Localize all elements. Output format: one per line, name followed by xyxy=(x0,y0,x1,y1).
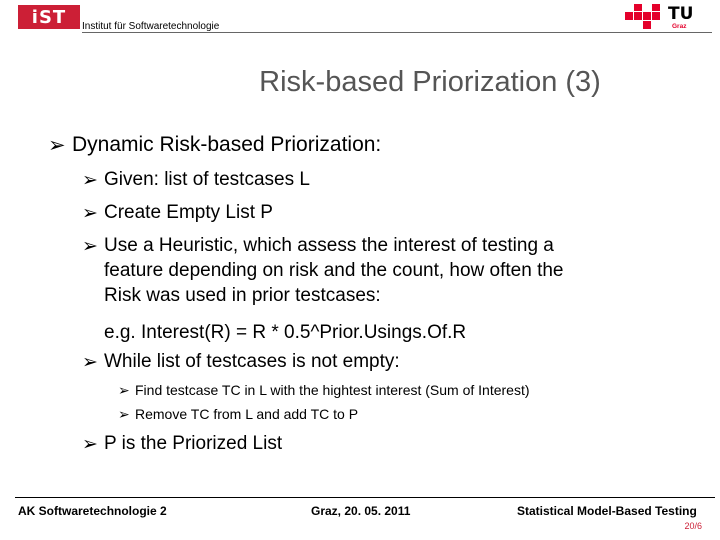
footer-talk-title: Statistical Model-Based Testing xyxy=(517,504,697,518)
tu-logo-text: TU xyxy=(668,4,694,24)
bullet-level2 xyxy=(82,433,282,456)
bullet-text: Create Empty List P xyxy=(104,202,273,223)
bullet-text: P is the Priorized List xyxy=(104,433,283,454)
arrow-bullet-icon: ➢ xyxy=(82,203,98,224)
bullet-level2 xyxy=(82,235,564,307)
arrow-bullet-icon: ➢ xyxy=(118,382,130,398)
arrow-bullet-icon: ➢ xyxy=(118,406,130,422)
bullet-text: While list of testcases is not empty: xyxy=(104,351,400,372)
bullet-level2 xyxy=(82,169,310,192)
bullet-text: Given: list of testcases L xyxy=(104,169,310,190)
ist-logo-text: iST xyxy=(31,6,67,28)
bullet-text-line: Risk was used in prior testcases: xyxy=(104,285,381,306)
page-number: 20/6 xyxy=(684,521,702,531)
institute-name: Institut für Softwaretechnologie xyxy=(82,21,220,32)
bullet-level2 xyxy=(82,351,400,374)
arrow-bullet-icon: ➢ xyxy=(82,434,98,455)
bullet-text: Remove TC from L and add TC to P xyxy=(135,406,359,422)
arrow-bullet-icon: ➢ xyxy=(48,134,66,157)
tu-logo-subtext: Graz xyxy=(672,23,687,30)
bullet-level1 xyxy=(48,133,381,158)
arrow-bullet-icon: ➢ xyxy=(82,170,98,191)
footer-course: AK Softwaretechnologie 2 xyxy=(18,504,167,518)
bullet-formula xyxy=(104,322,466,344)
bullet-level3 xyxy=(118,382,530,399)
formula-text: e.g. Interest(R) = R * 0.5^Prior.Usings.Of.R xyxy=(104,322,467,343)
arrow-bullet-icon: ➢ xyxy=(82,236,98,257)
bullet-text-line: Use a Heuristic, which assess the interest of testing a xyxy=(104,235,554,256)
bullet-text: Find testcase TC in L with the hightest interest (Sum of Interest) xyxy=(135,382,530,398)
bullet-text-line: feature depending on risk and the count, how often the xyxy=(104,260,564,281)
bullet-level2 xyxy=(82,202,273,225)
footer-date: Graz, 20. 05. 2011 xyxy=(311,504,411,518)
slide-title: Risk-based Priorization (3) xyxy=(259,66,601,98)
footer-divider xyxy=(15,497,715,498)
bullet-level3 xyxy=(118,406,358,423)
bullet-text: Dynamic Risk-based Priorization: xyxy=(72,133,382,156)
arrow-bullet-icon: ➢ xyxy=(82,352,98,373)
